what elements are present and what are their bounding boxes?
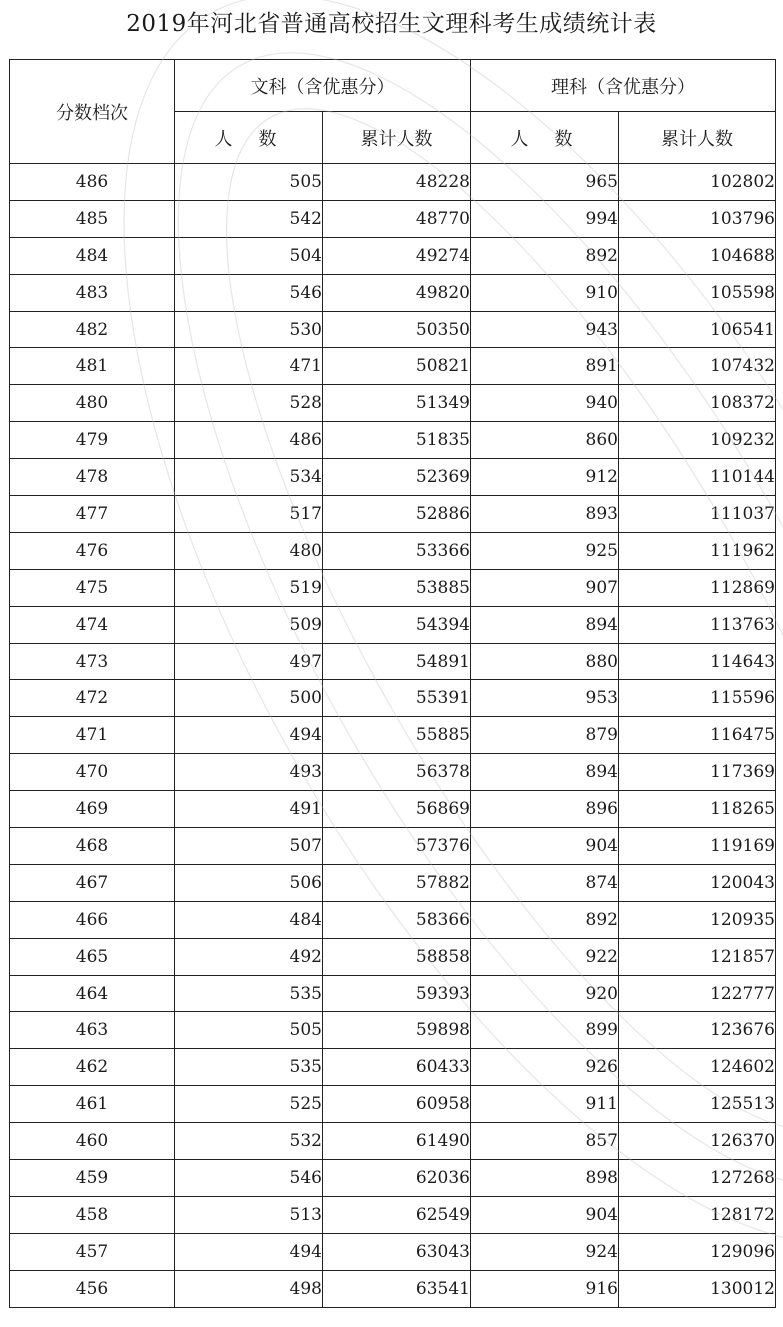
cell-science-cumulative: 127268 [619, 1160, 776, 1197]
cell-science-cumulative: 107432 [619, 348, 776, 385]
table-row [10, 717, 776, 754]
header-liberal-count: 人数 [175, 112, 323, 164]
cell-liberal-cumulative: 57376 [323, 828, 471, 865]
cell-score: 464 [10, 975, 175, 1012]
cell-science-cumulative: 116475 [619, 717, 776, 754]
cell-liberal-count: 546 [175, 274, 323, 311]
cell-liberal-cumulative: 52886 [323, 496, 471, 533]
table-row [10, 975, 776, 1012]
page-title: 2019年河北省普通高校招生文理科考生成绩统计表 [126, 11, 657, 37]
cell-science-count: 891 [471, 348, 619, 385]
table-row [10, 680, 776, 717]
cell-score: 471 [10, 717, 175, 754]
cell-liberal-cumulative: 60433 [323, 1049, 471, 1086]
cell-science-count: 926 [471, 1049, 619, 1086]
cell-liberal-cumulative: 57882 [323, 864, 471, 901]
cell-liberal-cumulative: 59393 [323, 975, 471, 1012]
cell-liberal-count: 507 [175, 828, 323, 865]
cell-science-count: 925 [471, 532, 619, 569]
cell-liberal-count: 498 [175, 1270, 323, 1307]
cell-liberal-count: 492 [175, 938, 323, 975]
cell-liberal-count: 525 [175, 1086, 323, 1123]
table-row [10, 569, 776, 606]
cell-liberal-count: 505 [175, 164, 323, 201]
table-row [10, 459, 776, 496]
cell-science-count: 896 [471, 791, 619, 828]
cell-science-cumulative: 126370 [619, 1123, 776, 1160]
table-row [10, 864, 776, 901]
cell-score: 469 [10, 791, 175, 828]
table-row [10, 200, 776, 237]
table-row [10, 828, 776, 865]
cell-liberal-count: 471 [175, 348, 323, 385]
cell-science-cumulative: 104688 [619, 237, 776, 274]
cell-score: 485 [10, 200, 175, 237]
cell-score: 477 [10, 496, 175, 533]
cell-science-count: 916 [471, 1270, 619, 1307]
cell-science-count: 879 [471, 717, 619, 754]
cell-science-count: 892 [471, 237, 619, 274]
cell-science-cumulative: 108372 [619, 385, 776, 422]
cell-score: 480 [10, 385, 175, 422]
cell-science-cumulative: 121857 [619, 938, 776, 975]
cell-score: 465 [10, 938, 175, 975]
cell-science-cumulative: 117369 [619, 754, 776, 791]
table-row [10, 1160, 776, 1197]
cell-science-cumulative: 128172 [619, 1196, 776, 1233]
cell-liberal-count: 491 [175, 791, 323, 828]
cell-science-cumulative: 105598 [619, 274, 776, 311]
cell-liberal-count: 532 [175, 1123, 323, 1160]
cell-liberal-cumulative: 48228 [323, 164, 471, 201]
cell-science-cumulative: 113763 [619, 606, 776, 643]
cell-score: 479 [10, 422, 175, 459]
cell-liberal-count: 486 [175, 422, 323, 459]
cell-liberal-cumulative: 55885 [323, 717, 471, 754]
cell-science-count: 965 [471, 164, 619, 201]
cell-liberal-cumulative: 56378 [323, 754, 471, 791]
table-row [10, 1233, 776, 1270]
cell-liberal-count: 546 [175, 1160, 323, 1197]
header-liberal-cumulative: 累计人数 [323, 112, 471, 164]
cell-liberal-count: 494 [175, 717, 323, 754]
cell-liberal-count: 506 [175, 864, 323, 901]
table-row [10, 1270, 776, 1307]
table-row [10, 1086, 776, 1123]
cell-science-count: 912 [471, 459, 619, 496]
cell-science-cumulative: 120935 [619, 901, 776, 938]
table-body [10, 164, 776, 1308]
cell-liberal-count: 517 [175, 496, 323, 533]
cell-science-count: 904 [471, 1196, 619, 1233]
cell-score: 476 [10, 532, 175, 569]
cell-science-cumulative: 111962 [619, 532, 776, 569]
header-science-count: 人数 [471, 112, 619, 164]
cell-science-cumulative: 106541 [619, 311, 776, 348]
cell-score: 481 [10, 348, 175, 385]
cell-liberal-cumulative: 54394 [323, 606, 471, 643]
cell-score: 474 [10, 606, 175, 643]
cell-science-count: 892 [471, 901, 619, 938]
cell-score: 458 [10, 1196, 175, 1233]
cell-science-cumulative: 125513 [619, 1086, 776, 1123]
cell-liberal-count: 513 [175, 1196, 323, 1233]
cell-liberal-cumulative: 49820 [323, 274, 471, 311]
cell-liberal-count: 494 [175, 1233, 323, 1270]
cell-liberal-cumulative: 53366 [323, 532, 471, 569]
table-row [10, 606, 776, 643]
cell-science-cumulative: 114643 [619, 643, 776, 680]
cell-liberal-cumulative: 49274 [323, 237, 471, 274]
cell-liberal-count: 542 [175, 200, 323, 237]
cell-liberal-cumulative: 54891 [323, 643, 471, 680]
cell-score: 456 [10, 1270, 175, 1307]
cell-liberal-count: 535 [175, 975, 323, 1012]
cell-score: 483 [10, 274, 175, 311]
cell-score: 460 [10, 1123, 175, 1160]
table-row [10, 348, 776, 385]
cell-science-cumulative: 110144 [619, 459, 776, 496]
cell-liberal-cumulative: 58366 [323, 901, 471, 938]
header-liberal-arts: 文科（含优惠分） [175, 60, 471, 112]
cell-science-count: 857 [471, 1123, 619, 1160]
cell-score: 478 [10, 459, 175, 496]
table-row [10, 938, 776, 975]
cell-liberal-cumulative: 63541 [323, 1270, 471, 1307]
cell-science-cumulative: 109232 [619, 422, 776, 459]
cell-score: 468 [10, 828, 175, 865]
cell-liberal-cumulative: 50821 [323, 348, 471, 385]
cell-science-count: 904 [471, 828, 619, 865]
header-science-cumulative: 累计人数 [619, 112, 776, 164]
cell-score: 473 [10, 643, 175, 680]
cell-liberal-cumulative: 59898 [323, 1012, 471, 1049]
cell-liberal-cumulative: 61490 [323, 1123, 471, 1160]
cell-liberal-count: 509 [175, 606, 323, 643]
cell-science-cumulative: 119169 [619, 828, 776, 865]
table-row [10, 754, 776, 791]
table-row [10, 791, 776, 828]
cell-science-count: 994 [471, 200, 619, 237]
cell-liberal-cumulative: 63043 [323, 1233, 471, 1270]
table-row [10, 311, 776, 348]
cell-science-count: 953 [471, 680, 619, 717]
cell-science-count: 911 [471, 1086, 619, 1123]
table-row [10, 385, 776, 422]
cell-score: 457 [10, 1233, 175, 1270]
cell-science-count: 910 [471, 274, 619, 311]
cell-liberal-cumulative: 51349 [323, 385, 471, 422]
cell-liberal-cumulative: 62549 [323, 1196, 471, 1233]
cell-liberal-cumulative: 56869 [323, 791, 471, 828]
cell-science-cumulative: 130012 [619, 1270, 776, 1307]
cell-liberal-count: 530 [175, 311, 323, 348]
cell-score: 461 [10, 1086, 175, 1123]
table-row [10, 1196, 776, 1233]
cell-science-count: 893 [471, 496, 619, 533]
cell-score: 466 [10, 901, 175, 938]
cell-science-cumulative: 112869 [619, 569, 776, 606]
cell-liberal-cumulative: 53885 [323, 569, 471, 606]
header-score-band: 分数档次 [10, 60, 175, 164]
cell-liberal-cumulative: 52369 [323, 459, 471, 496]
cell-liberal-count: 500 [175, 680, 323, 717]
table-row [10, 901, 776, 938]
table-row [10, 164, 776, 201]
cell-liberal-cumulative: 50350 [323, 311, 471, 348]
cell-liberal-count: 493 [175, 754, 323, 791]
cell-science-cumulative: 129096 [619, 1233, 776, 1270]
table-row [10, 532, 776, 569]
table-header [10, 60, 776, 164]
cell-score: 470 [10, 754, 175, 791]
cell-liberal-cumulative: 58858 [323, 938, 471, 975]
cell-score: 472 [10, 680, 175, 717]
cell-science-cumulative: 118265 [619, 791, 776, 828]
cell-science-count: 907 [471, 569, 619, 606]
cell-liberal-cumulative: 48770 [323, 200, 471, 237]
cell-liberal-cumulative: 62036 [323, 1160, 471, 1197]
table-row [10, 643, 776, 680]
cell-liberal-cumulative: 60958 [323, 1086, 471, 1123]
cell-science-count: 880 [471, 643, 619, 680]
cell-score: 484 [10, 237, 175, 274]
cell-liberal-cumulative: 51835 [323, 422, 471, 459]
table-row [10, 1012, 776, 1049]
cell-science-count: 860 [471, 422, 619, 459]
cell-science-cumulative: 111037 [619, 496, 776, 533]
cell-science-cumulative: 124602 [619, 1049, 776, 1086]
cell-science-count: 940 [471, 385, 619, 422]
table-row [10, 496, 776, 533]
cell-liberal-count: 505 [175, 1012, 323, 1049]
cell-score: 467 [10, 864, 175, 901]
cell-score: 482 [10, 311, 175, 348]
cell-score: 459 [10, 1160, 175, 1197]
table-row [10, 1049, 776, 1086]
cell-liberal-count: 497 [175, 643, 323, 680]
cell-science-count: 922 [471, 938, 619, 975]
cell-score: 475 [10, 569, 175, 606]
cell-science-count: 898 [471, 1160, 619, 1197]
cell-liberal-count: 480 [175, 532, 323, 569]
cell-science-cumulative: 120043 [619, 864, 776, 901]
cell-science-count: 899 [471, 1012, 619, 1049]
cell-liberal-count: 484 [175, 901, 323, 938]
cell-liberal-count: 504 [175, 237, 323, 274]
cell-liberal-cumulative: 55391 [323, 680, 471, 717]
cell-science-count: 943 [471, 311, 619, 348]
cell-score: 486 [10, 164, 175, 201]
cell-score: 463 [10, 1012, 175, 1049]
table-row [10, 274, 776, 311]
header-science: 理科（含优惠分） [471, 60, 776, 112]
cell-liberal-count: 535 [175, 1049, 323, 1086]
score-statistics-table [9, 59, 776, 1308]
cell-science-cumulative: 115596 [619, 680, 776, 717]
cell-science-count: 894 [471, 754, 619, 791]
cell-science-count: 894 [471, 606, 619, 643]
table-row [10, 237, 776, 274]
cell-science-cumulative: 123676 [619, 1012, 776, 1049]
cell-science-count: 924 [471, 1233, 619, 1270]
cell-liberal-count: 534 [175, 459, 323, 496]
cell-science-cumulative: 102802 [619, 164, 776, 201]
table-row [10, 1123, 776, 1160]
cell-science-cumulative: 122777 [619, 975, 776, 1012]
cell-liberal-count: 528 [175, 385, 323, 422]
table-row [10, 422, 776, 459]
cell-science-count: 920 [471, 975, 619, 1012]
cell-score: 462 [10, 1049, 175, 1086]
cell-science-count: 874 [471, 864, 619, 901]
cell-science-cumulative: 103796 [619, 200, 776, 237]
cell-liberal-count: 519 [175, 569, 323, 606]
